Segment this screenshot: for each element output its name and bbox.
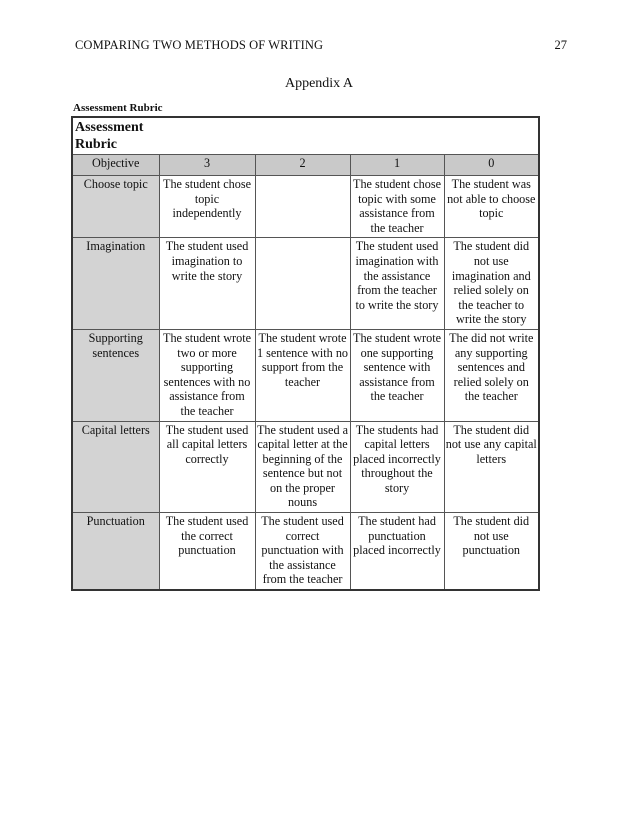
column-header-0: 0 xyxy=(444,155,538,176)
objective-cell: Imagination xyxy=(73,238,159,330)
score-2-cell: The student used correct punctuation with the assistance from the teacher xyxy=(255,513,350,589)
objective-cell: Supporting sentences xyxy=(73,329,159,421)
rubric-title-line-1: Assessment xyxy=(75,120,144,135)
score-2-cell xyxy=(255,176,350,238)
score-0-cell: The student was not able to choose topic xyxy=(444,176,538,238)
score-0-cell: The did not write any supporting sentences and relied solely on the teacher xyxy=(444,329,538,421)
column-header-objective: Objective xyxy=(73,155,159,176)
assessment-rubric-table xyxy=(71,116,540,591)
score-0-cell: The student did not use any capital letters xyxy=(444,421,538,513)
score-3-cell: The student used imagination to write the story xyxy=(159,238,255,330)
rubric-title-line-2: Rubric xyxy=(75,137,117,152)
table-row xyxy=(73,176,538,238)
score-0-cell: The student did not use punctuation xyxy=(444,513,538,589)
objective-cell: Capital letters xyxy=(73,421,159,513)
objective-cell: Punctuation xyxy=(73,513,159,589)
score-3-cell: The student used all capital letters correctly xyxy=(159,421,255,513)
column-header-3: 3 xyxy=(159,155,255,176)
score-1-cell: The student chose topic with some assistance from the teacher xyxy=(350,176,444,238)
rubric-caption: Assessment Rubric xyxy=(73,102,163,114)
score-3-cell: The student used the correct punctuation xyxy=(159,513,255,589)
score-0-cell: The student did not use imagination and relied solely on the teacher to write the story xyxy=(444,238,538,330)
score-2-cell: The student used a capital letter at the beginning of the sentence but not on the proper nouns xyxy=(255,421,350,513)
score-1-cell: The student wrote one supporting sentence with assistance from the teacher xyxy=(350,329,444,421)
rubric-grid xyxy=(73,155,538,589)
appendix-title: Appendix A xyxy=(284,76,354,91)
page-number: 27 xyxy=(554,38,567,52)
table-row xyxy=(73,513,538,589)
table-row xyxy=(73,238,538,330)
score-1-cell: The students had capital letters placed incorrectly throughout the story xyxy=(350,421,444,513)
column-header-2: 2 xyxy=(255,155,350,176)
header-row xyxy=(73,155,538,176)
score-2-cell xyxy=(255,238,350,330)
score-1-cell: The student had punctuation placed incorrectly xyxy=(350,513,444,589)
running-head: COMPARING TWO METHODS OF WRITING xyxy=(75,38,324,52)
score-3-cell: The student wrote two or more supporting sentences with no assistance from the teacher xyxy=(159,329,255,421)
score-3-cell: The student chose topic independently xyxy=(159,176,255,238)
objective-cell: Choose topic xyxy=(73,176,159,238)
table-row xyxy=(73,329,538,421)
table-row xyxy=(73,421,538,513)
score-1-cell: The student used imagination with the assistance from the teacher to write the story xyxy=(350,238,444,330)
rubric-title xyxy=(73,118,538,155)
column-header-1: 1 xyxy=(350,155,444,176)
score-2-cell: The student wrote 1 sentence with no support from the teacher xyxy=(255,329,350,421)
